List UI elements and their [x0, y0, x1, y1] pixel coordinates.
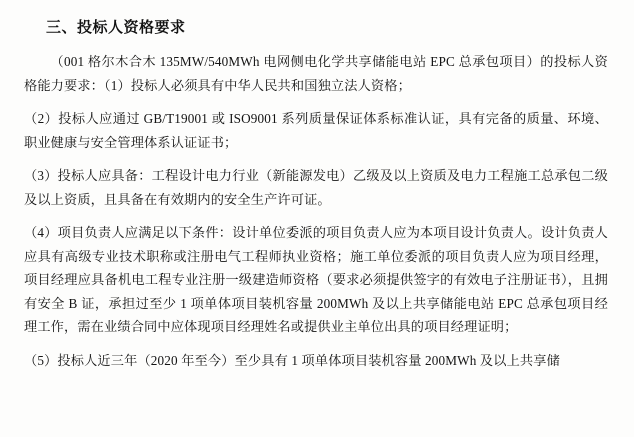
section-heading: 三、投标人资格要求 — [46, 20, 186, 36]
paragraph-item-5: （5）投标人近三年（2020 年至今）至少具有 1 项单体项目装机容量 200MWh 及以上共享储 — [24, 352, 560, 368]
paragraph-item-4: （4）项目负责人应满足以下条件：设计单位委派的项目负责人应为本项目设计负责人。设计负责人应具有高级专业技术职称或注册电气工程师执业资格；施工单位委派的项目负责人应为项目经理，项目经理应具备机电工程专业注册一级建造师资格（要求必须提供签字的有效电子注册证书），且拥有安全 B 证，承担过至少 1 项单体项目装机容量 200MWh 及以上共享储能电站 EPC 总承包项目经理工作，需在业绩合同中应体现项目经理姓名或提供业主单位出具的项目经理证明； — [24, 225, 608, 334]
paragraph-intro: （001 格尔木合木 135MW/540MWh 电网侧电化学共享储能电站 EPC 总承包项目）的投标人资格能力要求：（1）投标人必须具有中华人民共和国独立法人资格； — [24, 54, 608, 93]
paragraph-item-3: （3）投标人应具备：工程设计电力行业（新能源发电）乙级及以上资质及电力工程施工总承包二级及以上资质，且具备在有效期内的安全生产许可证。 — [24, 168, 608, 207]
paragraph-item-2: （2）投标人应通过 GB/T19001 或 ISO9001 系列质量保证体系标准认证，具有完备的质量、环境、职业健康与安全管理体系认证证书； — [24, 111, 608, 150]
